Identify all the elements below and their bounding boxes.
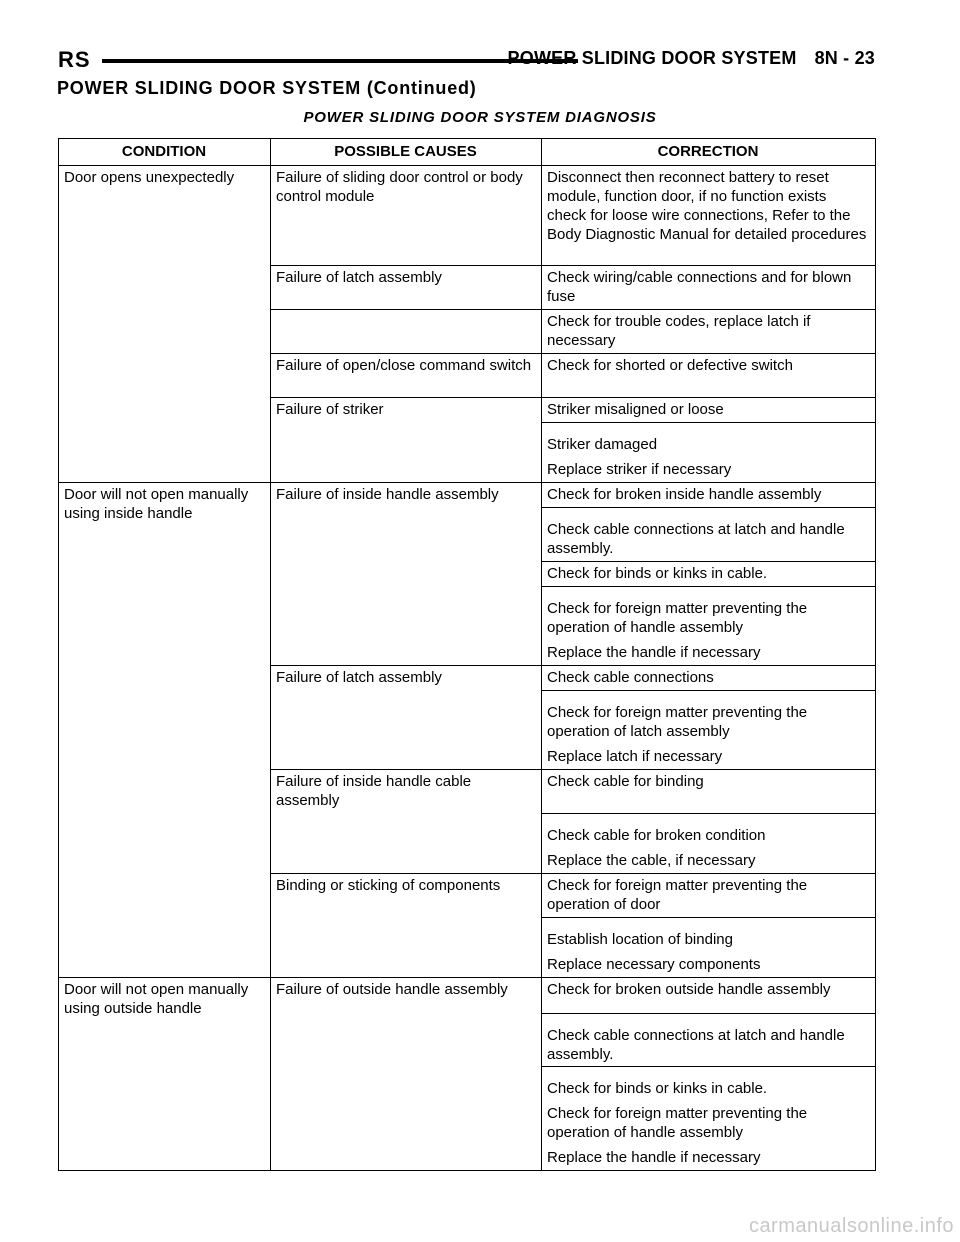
cause-cell bbox=[271, 310, 542, 354]
header-right bbox=[508, 48, 875, 69]
correction-text: Check for foreign matter preventing the operation of latch assembly bbox=[547, 704, 808, 740]
cause-cell: Failure of outside handle assembly bbox=[271, 978, 542, 1171]
table-row bbox=[59, 483, 876, 562]
correction-cell bbox=[542, 266, 876, 310]
correction-cell bbox=[542, 398, 876, 483]
correction-text: Replace necessary components bbox=[547, 956, 761, 973]
condition-cell: Door will not open manually using inside handle bbox=[59, 483, 271, 978]
correction-text: Check for binds or kinks in cable. bbox=[547, 565, 768, 582]
correction-subcell bbox=[541, 1013, 875, 1064]
correction-text: Check for shorted or defective switch bbox=[547, 357, 793, 374]
manual-code: RS bbox=[58, 47, 91, 72]
correction-text: Check cable for broken condition bbox=[547, 827, 766, 844]
cause-cell: Failure of latch assembly bbox=[271, 666, 542, 770]
correction-subcell bbox=[541, 507, 875, 558]
correction-cell bbox=[542, 666, 876, 770]
table-header-row bbox=[59, 139, 876, 166]
cause-cell: Failure of sliding door control or body control module bbox=[271, 166, 542, 266]
correction-cell bbox=[542, 166, 876, 266]
continued-title: POWER SLIDING DOOR SYSTEM (Continued) bbox=[57, 78, 477, 98]
correction-text: Check for broken inside handle assembly bbox=[547, 486, 822, 503]
column-header-causes: POSSIBLE CAUSES bbox=[271, 139, 542, 166]
column-header-correction: CORRECTION bbox=[542, 139, 876, 166]
correction-text: Striker damaged bbox=[547, 436, 658, 453]
correction-text: Check wiring/cable connections and for blown fuse bbox=[547, 269, 852, 305]
column-header-condition: CONDITION bbox=[59, 139, 271, 166]
correction-cell bbox=[542, 483, 876, 562]
correction-cell bbox=[542, 310, 876, 354]
cause-cell: Failure of striker bbox=[271, 398, 542, 483]
diagnosis-table bbox=[58, 138, 876, 1171]
cause-cell: Failure of latch assembly bbox=[271, 266, 542, 310]
condition-cell: Door opens unexpectedly bbox=[59, 166, 271, 483]
correction-cell bbox=[542, 978, 876, 1171]
table-row bbox=[59, 166, 876, 266]
correction-text: Replace striker if necessary bbox=[547, 461, 732, 478]
correction-cell bbox=[542, 562, 876, 666]
correction-subcell bbox=[541, 917, 875, 974]
page-header bbox=[58, 41, 875, 75]
correction-text: Check cable connections at latch and handle assembly. bbox=[547, 521, 845, 557]
correction-cell bbox=[542, 874, 876, 978]
correction-text: Check for trouble codes, replace latch if necessary bbox=[547, 313, 811, 349]
condition-cell: Door will not open manually using outside handle bbox=[59, 978, 271, 1171]
correction-subcell bbox=[541, 586, 875, 662]
watermark: carmanualsonline.info bbox=[748, 1215, 954, 1237]
correction-text: Replace the handle if necessary bbox=[547, 644, 761, 661]
correction-subcell bbox=[541, 690, 875, 766]
correction-text: Check cable connections bbox=[547, 669, 714, 686]
correction-text: Check for broken outside handle assembly bbox=[547, 981, 831, 998]
section-title: POWER SLIDING DOOR SYSTEM bbox=[507, 48, 797, 68]
correction-text: Check for foreign matter preventing the operation of handle assembly bbox=[547, 1105, 808, 1141]
correction-text: Disconnect then reconnect battery to reset module, function door, if no function exists check for loose wire connections, Refer to the Body Diagnostic Manual for detailed procedures bbox=[547, 169, 867, 243]
cause-cell: Failure of inside handle cable assembly bbox=[271, 770, 542, 874]
correction-text: Establish location of binding bbox=[547, 931, 733, 948]
correction-cell bbox=[542, 354, 876, 398]
page-number: 8N - 23 bbox=[814, 48, 875, 68]
correction-text: Check for foreign matter preventing the operation of door bbox=[547, 877, 808, 913]
correction-text: Check for binds or kinks in cable. bbox=[547, 1080, 768, 1097]
correction-text: Striker misaligned or loose bbox=[547, 401, 724, 418]
cause-cell: Binding or sticking of components bbox=[271, 874, 542, 978]
cause-cell: Failure of open/close command switch bbox=[271, 354, 542, 398]
correction-text: Replace latch if necessary bbox=[547, 748, 723, 765]
table-row bbox=[59, 978, 876, 1171]
correction-subcell bbox=[541, 813, 875, 870]
table-title: POWER SLIDING DOOR SYSTEM DIAGNOSIS bbox=[303, 109, 657, 126]
correction-text: Check for foreign matter preventing the operation of handle assembly bbox=[547, 600, 808, 636]
correction-subcell bbox=[541, 1066, 875, 1167]
correction-subcell bbox=[541, 422, 875, 479]
correction-text: Replace the cable, if necessary bbox=[547, 852, 756, 869]
correction-text: Check cable connections at latch and handle assembly. bbox=[547, 1027, 845, 1063]
correction-text: Check cable for binding bbox=[547, 773, 704, 790]
correction-text: Replace the handle if necessary bbox=[547, 1149, 761, 1166]
correction-cell bbox=[542, 770, 876, 874]
cause-cell: Failure of inside handle assembly bbox=[271, 483, 542, 666]
